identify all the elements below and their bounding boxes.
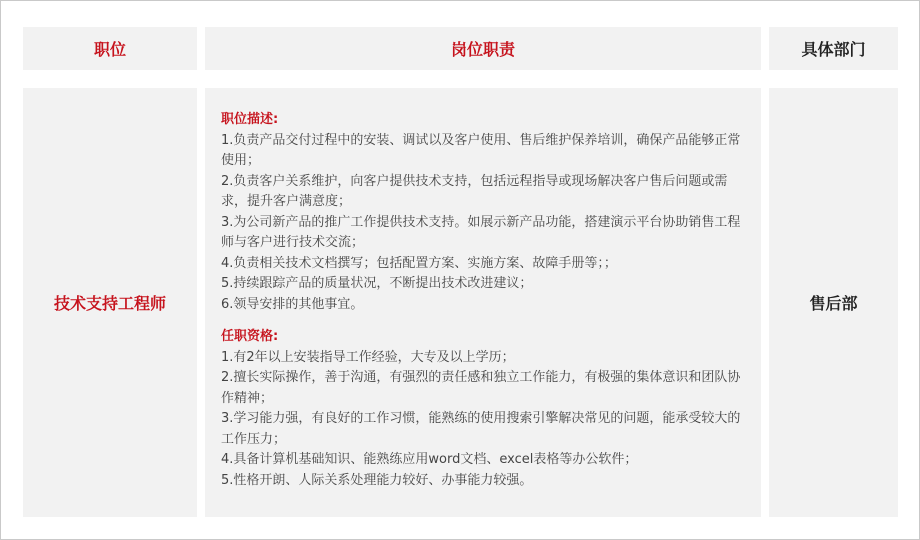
department-cell	[769, 88, 898, 517]
header-duties-label: 岗位职责	[450, 40, 515, 59]
position-cell	[23, 88, 197, 517]
description-item: 2.负责客户关系维护，向客户提供技术支持，包括远程指导或现场解决客户售后问题或需求，提升客户满意度；	[221, 173, 728, 209]
description-item: 1.负责产品交付过程中的安装、调试以及客户使用、售后维护保养培训，确保产品能够正常使用；	[221, 132, 741, 168]
description-item: 5.持续跟踪产品的质量状况，不断提出技术改进建议；	[221, 276, 533, 291]
qualification-list	[221, 348, 745, 492]
department-name: 售后部	[809, 294, 858, 313]
qualification-item: 4.具备计算机基础知识、能熟练应用word文档、excel表格等办公软件；	[221, 452, 638, 467]
header-department	[769, 27, 898, 70]
duties-cell	[205, 88, 761, 517]
qualification-item: 5.性格开朗、人际关系处理能力较好、办事能力较强。	[221, 472, 533, 488]
duties-content	[221, 110, 745, 491]
description-list	[221, 131, 745, 316]
description-item: 6.领导安排的其他事宜。	[221, 296, 364, 312]
description-item: 3.为公司新产品的推广工作提供技术支持。如展示新产品功能，搭建演示平台协助销售工程师与客户进行技术交流；	[221, 214, 741, 250]
qualification-title: 任职资格:	[221, 329, 279, 344]
qualification-item: 3.学习能力强，有良好的工作习惯，能熟练的使用搜索引擎解决常见的问题，能承受较大的工作压力；	[221, 411, 741, 447]
qualification-item: 1.有2年以上安装指导工作经验，大专及以上学历；	[221, 349, 515, 365]
position-title: 技术支持工程师	[53, 294, 166, 313]
header-position	[23, 27, 197, 70]
description-title: 职位描述:	[221, 112, 279, 127]
header-duties	[205, 27, 761, 70]
description-item: 4.负责相关技术文档撰写；包括配置方案、实施方案、故障手册等；；	[221, 255, 617, 271]
header-position-label: 职位	[93, 40, 126, 59]
section-gap	[221, 315, 745, 327]
header-department-label: 具体部门	[801, 40, 866, 59]
qualification-item: 2.擅长实际操作，善于沟通，有强烈的责任感和独立工作能力，有极强的集体意识和团队协作精神；	[221, 370, 741, 406]
